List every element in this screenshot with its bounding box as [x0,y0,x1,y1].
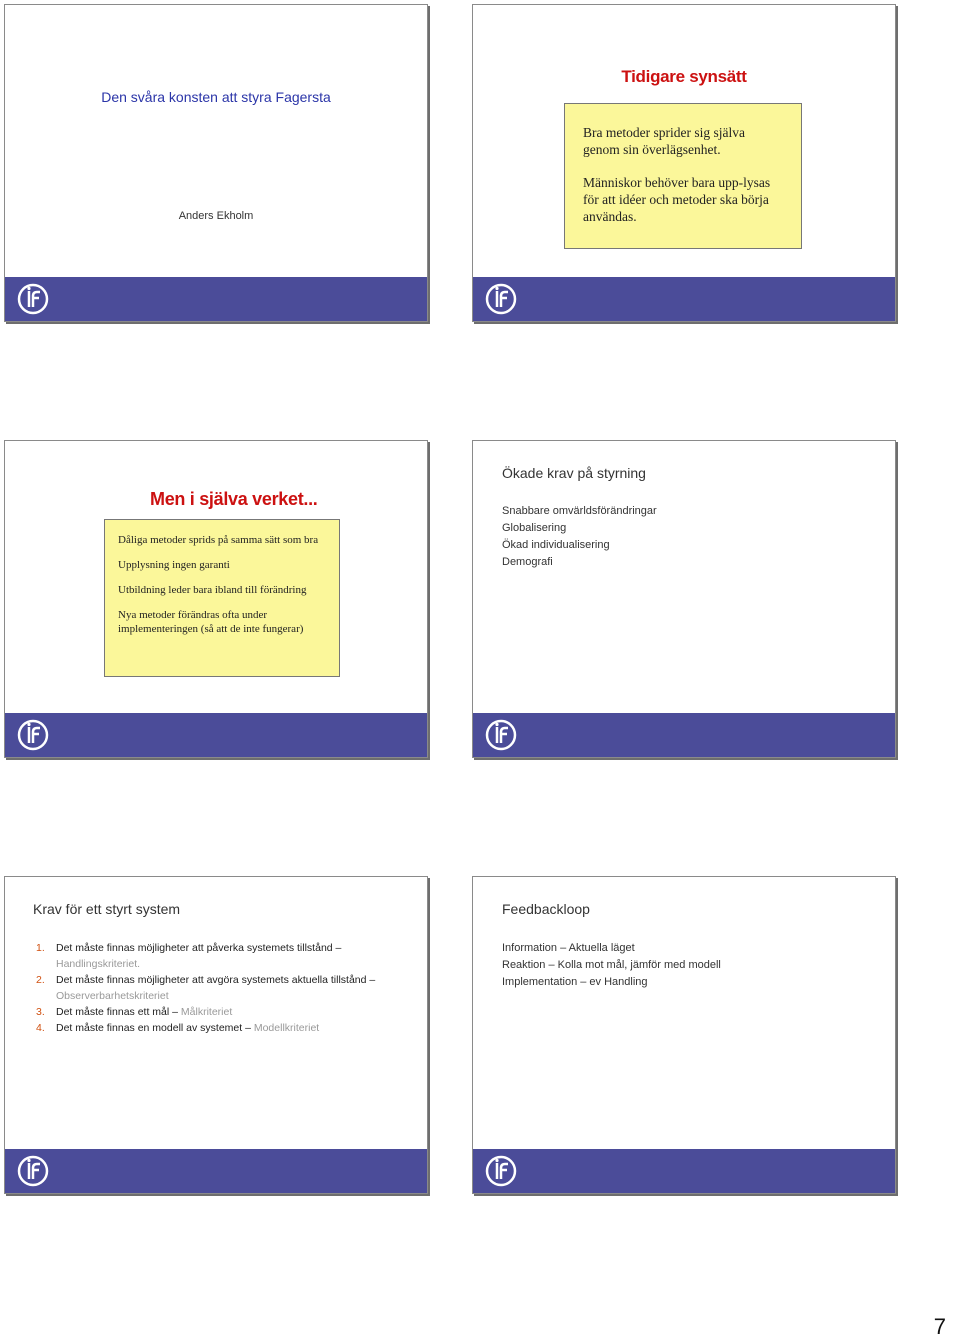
slide-3-title: Men i själva verket... [150,489,318,509]
list-item: Information – Aktuella läget [502,942,635,954]
requirement-list [36,940,421,1036]
ifa-logo-icon [485,283,517,315]
slide-footer-bar [5,277,427,321]
note-item: Dåliga metoder sprids på samma sätt som bra [118,534,319,546]
note-item: Upplysning ingen garanti [118,559,230,571]
slide-footer-bar [5,1149,427,1193]
list-item: Ökad individualisering [502,539,610,551]
list-item: Reaktion – Kolla mot mål, jämför med modell [502,959,721,971]
list-item [36,1004,421,1020]
slide-2-title: Tidigare synsätt [621,67,747,86]
note-box [564,103,802,249]
item-number: 2. [36,974,45,986]
note-paragraph: Bra metoder sprider sig själva genom sin överlägsenhet. [583,125,745,157]
item-text: Det måste finnas en modell av systemet – [56,1022,251,1034]
slide-6 [472,876,896,1194]
note-item: Nya metoder förändras ofta under implementeringen (så att de inte fungerar) [118,609,304,635]
slide-6-title: Feedbackloop [502,901,590,917]
list-item [36,940,421,972]
slide-2 [472,4,896,322]
item-number: 4. [36,1022,45,1034]
ifa-logo-icon [17,719,49,751]
item-criterion: Observerbarhetskriteriet [56,990,169,1002]
page-number: 7 [933,1314,946,1339]
ifa-logo-icon [17,283,49,315]
slide-1 [4,4,428,322]
item-criterion: Modellkriteriet [253,1022,320,1034]
ifa-logo-icon [17,1155,49,1187]
item-text: Det måste finnas möjligheter att avgöra systemets aktuella tillstånd – [56,974,376,986]
list-item: Implementation – ev Handling [502,976,648,988]
slide-1-author: Anders Ekholm [178,210,254,222]
slide-4 [472,440,896,758]
item-criterion: Målkriteriet [180,1006,233,1018]
slide-footer-bar [473,1149,895,1193]
bullet-list [502,940,721,991]
item-text: Det måste finnas möjligheter att påverka systemets tillstånd – [56,942,342,954]
item-number: 1. [36,942,45,954]
slide-5-title: Krav för ett styrt system [33,901,181,917]
slide-footer-bar [5,713,427,757]
item-text: Det måste finnas ett mål – [56,1006,178,1018]
slide-footer-bar [473,713,895,757]
note-list [118,533,418,636]
note-paragraph: Människor behöver bara upp-lysas för att idéer och metoder ska börja användas. [583,175,771,224]
slide-4-title: Ökade krav på styrning [502,465,646,481]
slide-footer-bar [473,277,895,321]
list-item: Demografi [502,556,553,568]
slide-1-title: Den svåra konsten att styra Fagersta [101,89,331,105]
ifa-logo-icon [485,1155,517,1187]
list-item: Snabbare omvärldsförändringar [502,505,657,517]
item-number: 3. [36,1006,45,1018]
list-item [36,1020,421,1036]
item-criterion: Handlingskriteriet. [56,958,141,970]
note-item: Utbildning leder bara ibland till förändring [118,584,307,596]
list-item: Globalisering [502,522,567,534]
list-item [36,972,421,1004]
ifa-logo-icon [485,719,517,751]
bullet-list [502,503,657,571]
slide-3 [4,440,428,758]
slide-5 [4,876,428,1194]
